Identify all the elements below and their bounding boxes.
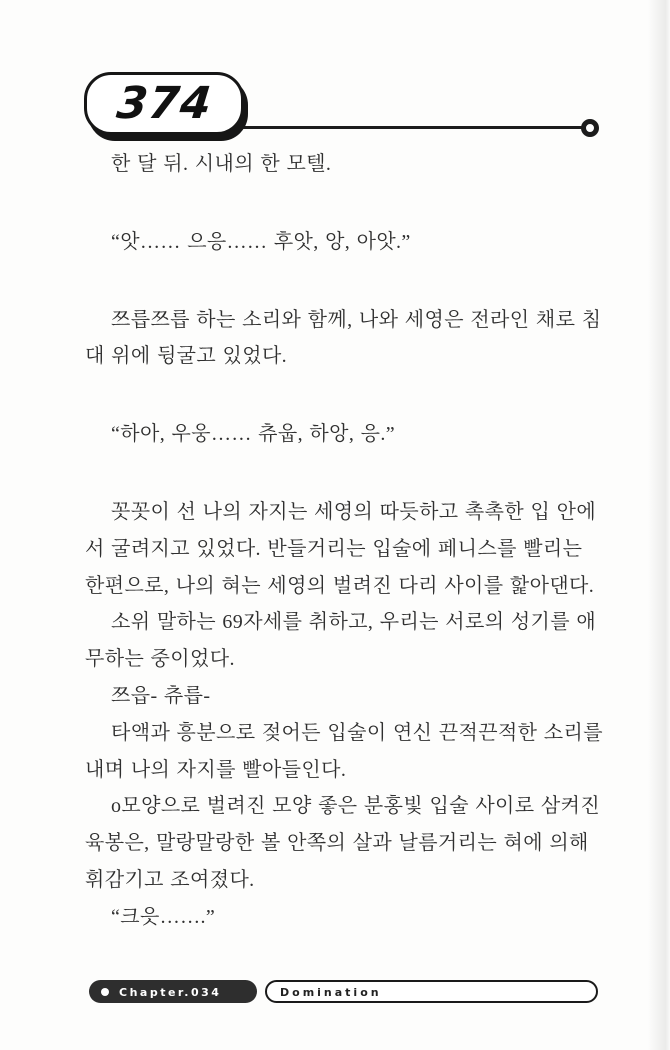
page-number: 374 — [113, 77, 215, 129]
text-line: o모양으로 벌려진 모양 좋은 분홍빛 입술 사이로 삼켜진 — [111, 795, 601, 818]
page-edge-shading — [648, 0, 670, 1050]
text-line: 쯔읍- 츄릅- — [111, 684, 211, 707]
text-line: 서 굴려지고 있었다. 반들거리는 입술에 페니스를 빨리는 — [85, 537, 583, 560]
text-line: 소위 말하는 69자세를 취하고, 우리는 서로의 성기를 애 — [111, 611, 597, 634]
page-number-badge — [84, 72, 244, 135]
text-line: 무하는 중이었다. — [85, 648, 235, 671]
header-rule-line — [230, 126, 585, 129]
text-line: 대 위에 뒹굴고 있었다. — [85, 345, 288, 368]
text-line: “하아, 우웅…… 츄웁, 하앙, 응.” — [111, 423, 396, 446]
text-line: 한편으로, 나의 혀는 세영의 벌려진 다리 사이를 핥아댄다. — [85, 574, 595, 597]
body-text — [85, 146, 610, 936]
bullet-dot-icon — [101, 988, 109, 996]
line-end-ring-icon — [581, 119, 599, 137]
text-line: “앗…… 으응…… 후앗, 앙, 아앗.” — [111, 230, 411, 253]
text-line: 쯔릅쯔릅 하는 소리와 함께, 나와 세영은 전라인 채로 침 — [111, 308, 602, 331]
text-line: 한 달 뒤. 시내의 한 모텔. — [111, 153, 332, 175]
text-line: “크읏…….” — [111, 905, 216, 928]
text-line: 내며 나의 자지를 빨아들인다. — [85, 758, 347, 781]
text-line: 타액과 흥분으로 젖어든 입술이 연신 끈적끈적한 소리를 — [111, 721, 603, 744]
text-line: 육봉은, 말랑말랑한 볼 안쪽의 살과 날름거리는 혀에 의해 — [85, 832, 589, 855]
series-title-badge — [265, 980, 598, 1003]
text-line: 꼿꼿이 선 나의 자지는 세영의 따듯하고 촉촉한 입 안에 — [111, 500, 597, 523]
chapter-badge — [89, 980, 257, 1003]
series-label: Domination — [280, 985, 382, 999]
text-line: 휘감기고 조여졌다. — [85, 868, 255, 891]
chapter-label: Chapter.034 — [119, 985, 222, 999]
